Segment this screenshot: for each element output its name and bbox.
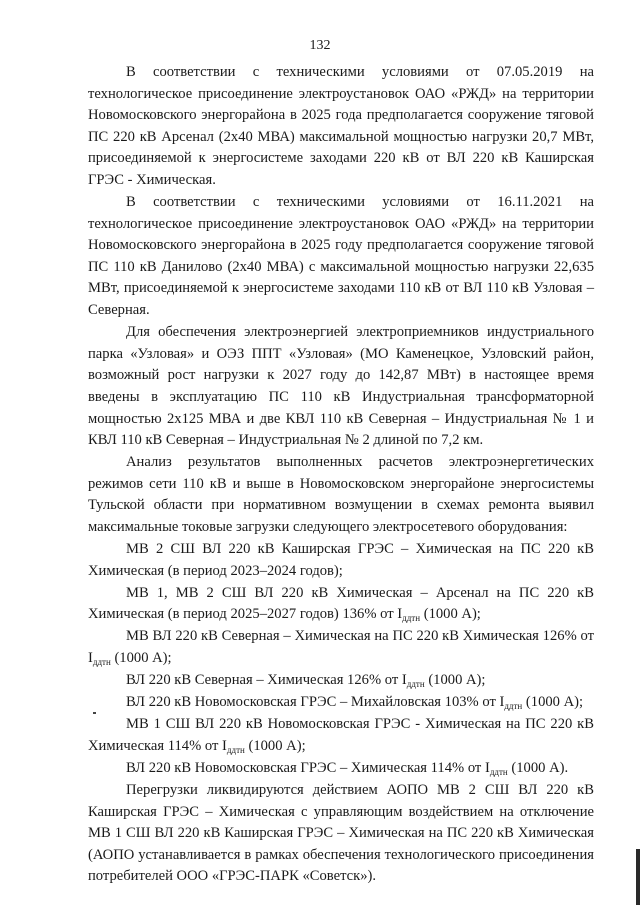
current-subscript: ддтн xyxy=(402,613,421,624)
current-subscript: ддтн xyxy=(406,679,425,690)
list-item-overload xyxy=(88,692,594,714)
paragraph-uzlovaya-industrial-park: Для обеспечения электроэнергией электроприемников индустриального парка «Узловая» и ОЭЗ ППТ «Узловая» (МО Каменецкое, Узловский район, возможный рост нагрузки к 2027 году до 142,87 МВт) в настоящее время введены в эксплуатацию ПС 110 кВ Индустриальная трансформаторной мощностью 2х125 МВА и две КВЛ 110 кВ Северная – Индустриальная № 1 и КВЛ 110 кВ Северная – Индустриальная № 2 длиной по 7,2 км. xyxy=(88,324,594,449)
paragraph-overload-mitigation: Перегрузки ликвидируются действием АОПО МВ 2 СШ ВЛ 220 кВ Каширская ГРЭС – Химическая с управляющим воздействием на отключение МВ 1 СШ ВЛ 220 кВ Каширская ГРЭС – Химическая на ПС 220 кВ Химическая (АОПО устанавливается в рамках обеспечения технологического присоединения потребителей ООО «ГРЭС-ПАРК «Советск»). xyxy=(88,782,594,885)
list-item-overload xyxy=(88,583,594,626)
list-item-overload xyxy=(88,670,594,692)
page-number: 132 xyxy=(309,38,331,53)
item-text-end: (1000 А). xyxy=(507,760,569,776)
item-text-end: (1000 А); xyxy=(110,650,172,667)
item-text: ВЛ 220 кВ Новомосковская ГРЭС – Михайловская 103% от I xyxy=(126,694,505,711)
paragraph-arsenal-substation: В соответствии с техническими условиями от 07.05.2019 на технологическое присоединение электроустановок ОАО «РЖД» на территории Новомосковского энергорайона в 2025 года предполагается сооружение тяговой ПС 220 кВ Арсенал (2х40 МВА) максимальной мощностью нагрузки 20,7 МВт, присоединяемой к энергосистеме заходами 220 кВ от ВЛ 220 кВ Каширская ГРЭС - Химическая. xyxy=(88,64,594,188)
list-item-overload xyxy=(88,626,594,669)
item-text: МВ ВЛ 220 кВ Северная – Химическая на ПС 220 кВ Химическая 126% от I xyxy=(88,628,594,667)
item-text-end: (1000 А); xyxy=(522,694,584,711)
scan-edge-shadow xyxy=(636,849,640,905)
paragraph-analysis-intro: Анализ результатов выполненных расчетов электроэнергетических режимов сети 110 кВ и выше в Новомосковском энергорайоне энергосистемы Тульской области при нормативном возмущении в схемах ремонта выявил максимальные токовые загрузки следующего электросетевого оборудования: xyxy=(88,454,594,535)
item-text-end: (1000 А); xyxy=(420,606,481,623)
current-subscript: ддтн xyxy=(489,767,508,777)
paragraph-danilovo-substation: В соответствии с техническими условиями от 16.11.2021 на технологическое присоединение электроустановок ОАО «РЖД» на территории Новомосковского энергорайона в 2025 году предполагается сооружение тяговой ПС 110 кВ Данилово (2х40 МВА) с максимальной мощностью нагрузки 22,635 МВт, присоединяемой к энергосистеме заходами 110 кВ от ВЛ 110 кВ Узловая – Северная. xyxy=(88,194,594,319)
scan-speck xyxy=(93,712,96,714)
item-text-end: (1000 А); xyxy=(244,737,306,754)
item-text: МВ 1, МВ 2 СШ ВЛ 220 кВ Химическая – Арсенал на ПС 220 кВ Химическая (в период 2025–2027 годов) 136% от I xyxy=(88,584,594,623)
list-item-overload xyxy=(88,758,594,780)
item-text: МВ 1 СШ ВЛ 220 кВ Новомосковская ГРЭС - Химическая на ПС 220 кВ Химическая 114% от I xyxy=(88,716,594,754)
current-subscript: ддтн xyxy=(92,657,111,668)
current-subscript: ддтн xyxy=(226,744,245,755)
current-subscript: ддтн xyxy=(504,701,523,712)
item-text-end: (1000 А); xyxy=(424,672,486,689)
list-item-overload xyxy=(88,714,594,757)
list-item-overload: МВ 2 СШ ВЛ 220 кВ Каширская ГРЭС – Химическая на ПС 220 кВ Химическая (в период 2023–2024 годов); xyxy=(88,541,594,579)
item-text: ВЛ 220 кВ Новомосковская ГРЭС – Химическая 114% от I xyxy=(126,760,490,776)
page-body xyxy=(88,62,594,888)
item-text: ВЛ 220 кВ Северная – Химическая 126% от I xyxy=(126,672,407,689)
